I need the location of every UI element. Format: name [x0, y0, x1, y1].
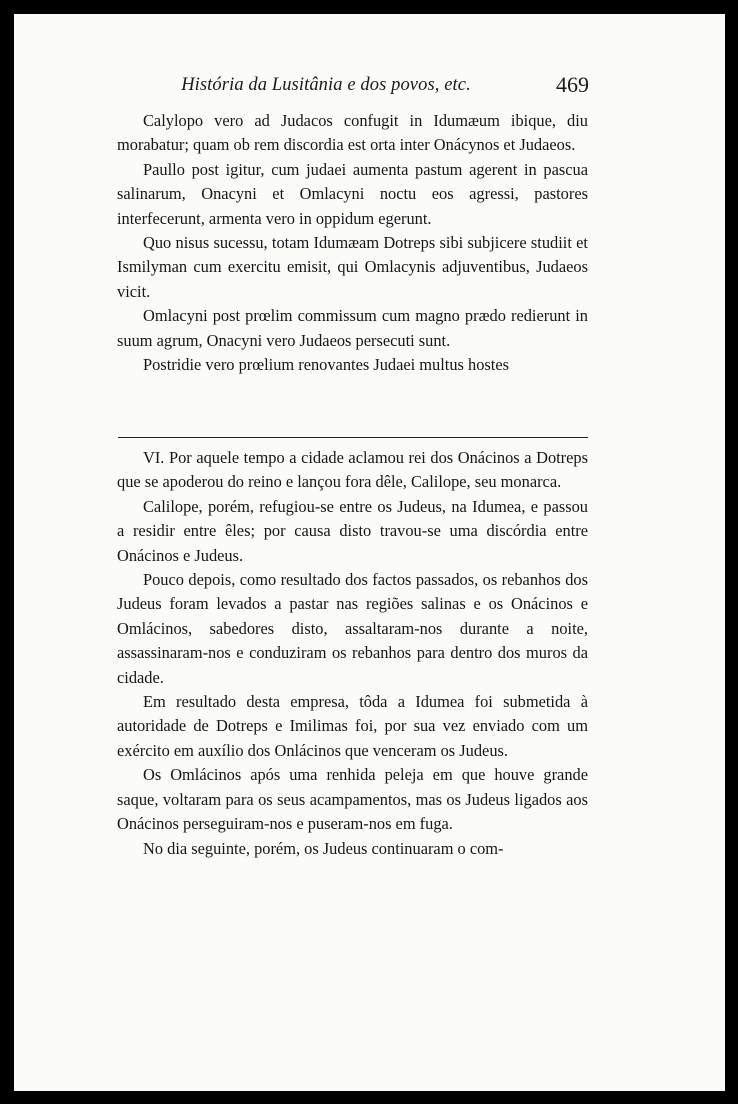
- latin-paragraph: Calylopo vero ad Judacos confugit in Idumæum ibique, diu morabatur; quam ob rem discordia est orta inter Onácynos et Judaeos.: [117, 111, 588, 155]
- portuguese-paragraph: No dia seguinte, porém, os Judeus continuaram o com-: [143, 838, 504, 858]
- section-divider: [118, 437, 588, 438]
- page-header: [119, 72, 589, 107]
- latin-paragraph: Omlacyni post prœlim commissum cum magno prædo redierunt in suum agrum, Onacyni vero Judaeos persecuti sunt.: [117, 306, 588, 350]
- portuguese-paragraph: Em resultado desta empresa, tôda a Idumea foi submetida à autoridade de Dotreps e Imilimas foi, por sua vez enviado com um exército em auxílio dos Onlácinos que venceram os Judeus.: [117, 692, 588, 760]
- page-number: 469: [556, 72, 589, 97]
- portuguese-paragraph: VI. Por aquele tempo a cidade aclamou rei dos Onácinos a Dotreps que se apoderou do reino e lançou fora dêle, Calilope, seu monarca.: [117, 448, 588, 492]
- portuguese-paragraph: Pouco depois, como resultado dos factos passados, os rebanhos dos Judeus foram levados a pastar nas regiões salinas e os Onácinos e Omlácinos, sabedores disto, assaltaram-nos durante a noite, assassinaram-nos e conduziram os rebanhos para dentro dos muros da cidade.: [117, 570, 588, 687]
- latin-paragraph: Paullo post igitur, cum judaei aumenta pastum agerent in pascua salinarum, Onacyni et Omlacyni noctu eos agressi, pastores interfecerunt, armenta vero in oppidum egerunt.: [117, 159, 588, 228]
- portuguese-paragraph: Os Omlácinos após uma renhida peleja em que houve grande saque, voltaram para os seus acampamentos, mas os Judeus ligados aos Onácinos perseguiram-nos e puseram-nos em fuga.: [117, 765, 588, 834]
- portuguese-paragraph: Calilope, porém, refugiou-se entre os Judeus, na Idumea, e passou a residir entre êles; por causa disto travou-se uma discórdia entre Onácinos e Judeus.: [117, 496, 588, 565]
- book-page: [14, 14, 725, 1091]
- portuguese-text-block: [117, 446, 588, 861]
- latin-paragraph: Quo nisus sucessu, totam Idumæam Dotreps sibi subjicere studiit et Ismilyman cum exercitu emisit, qui Omlacynis adjuventibus, Judaeos vicit.: [117, 233, 588, 301]
- latin-text-block: [117, 109, 588, 377]
- running-title: História da Lusitânia e dos povos, etc.: [181, 75, 471, 95]
- latin-paragraph: Postridie vero prœlium renovantes Judaei multus hostes: [143, 355, 510, 375]
